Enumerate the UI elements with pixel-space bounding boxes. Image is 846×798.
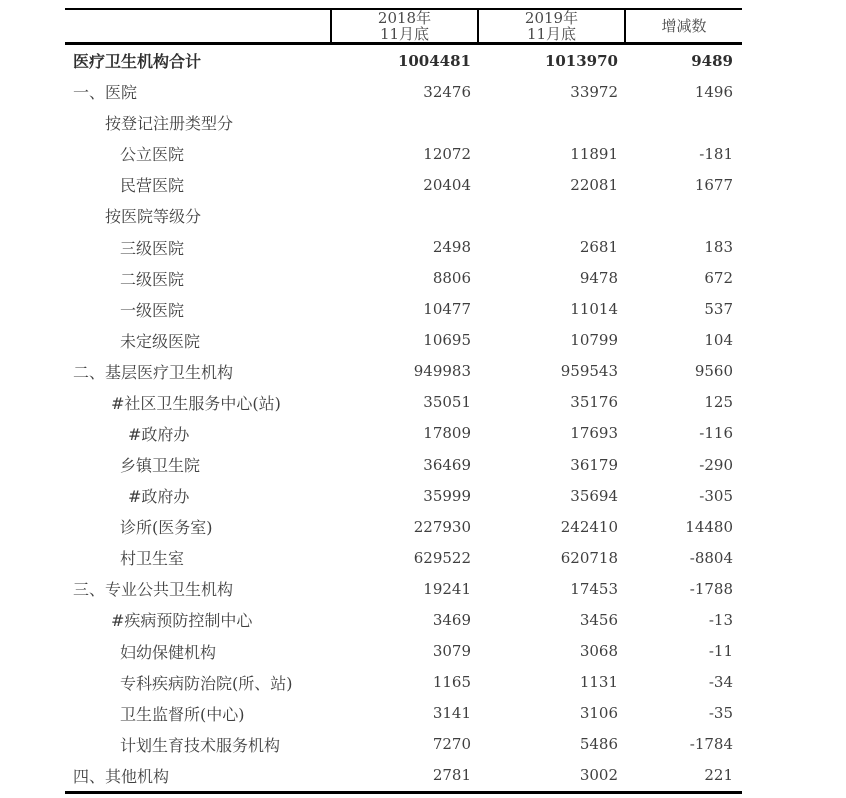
row-label: 按医院等级分 xyxy=(105,207,202,227)
table-row xyxy=(65,76,742,107)
value-delta: 1496 xyxy=(694,82,733,101)
row-label: 按登记注册类型分 xyxy=(105,114,234,134)
row-label: 一、医院 xyxy=(73,83,138,103)
value-delta: -8804 xyxy=(689,548,733,567)
row-label: 民营医院 xyxy=(120,176,185,196)
value-delta: -290 xyxy=(699,455,733,474)
value-2019: 1013970 xyxy=(544,51,618,70)
table-row xyxy=(65,449,742,480)
value-delta: -1788 xyxy=(689,579,733,598)
value-2019: 35176 xyxy=(570,393,618,412)
header-delta-label: 增减数 xyxy=(661,17,707,35)
value-2018: 10695 xyxy=(423,331,471,350)
value-delta: 1677 xyxy=(694,175,733,194)
header-column-delta xyxy=(624,10,742,42)
table-row xyxy=(65,418,742,449)
value-delta: 221 xyxy=(704,766,733,785)
value-delta: 9560 xyxy=(694,362,733,381)
value-2018: 32476 xyxy=(423,82,471,101)
value-2019: 3002 xyxy=(579,766,618,785)
value-2019: 3456 xyxy=(579,610,618,629)
value-delta: 104 xyxy=(704,331,733,350)
value-2019: 1131 xyxy=(579,673,618,692)
value-delta: 9489 xyxy=(691,51,733,70)
value-2019: 620718 xyxy=(560,548,618,567)
row-label: 未定级医院 xyxy=(120,331,201,351)
value-2018: 2498 xyxy=(432,238,471,256)
row-label: 卫生监督所(中心) xyxy=(120,704,245,724)
value-2018: 2781 xyxy=(432,766,471,785)
table-row xyxy=(65,511,742,542)
header-2019-year: 2019年 xyxy=(524,9,579,27)
table-row xyxy=(65,294,742,325)
row-label: 二级医院 xyxy=(120,269,185,289)
table-row xyxy=(65,263,742,294)
table-row xyxy=(65,480,742,511)
table-row xyxy=(65,760,742,791)
value-delta: 672 xyxy=(704,269,733,288)
row-label: #社区卫生服务中心(站) xyxy=(111,393,281,413)
value-2018: 8806 xyxy=(432,269,471,288)
header-column-2019 xyxy=(477,10,624,42)
value-2019: 9478 xyxy=(579,269,618,288)
value-delta: 14480 xyxy=(685,517,733,536)
row-label: 计划生育技术服务机构 xyxy=(120,735,281,755)
value-2018: 3469 xyxy=(432,610,471,629)
row-label: 诊所(医务室) xyxy=(120,518,213,538)
value-2018: 35051 xyxy=(423,393,471,412)
header-2019-month: 11月底 xyxy=(526,25,577,43)
value-2019: 36179 xyxy=(570,455,618,474)
value-2019: 11014 xyxy=(570,300,618,319)
row-label: 专科疾病防治院(所、站) xyxy=(120,673,293,693)
value-2018: 19241 xyxy=(423,579,471,598)
table-row xyxy=(65,169,742,200)
value-delta: -181 xyxy=(699,144,733,163)
value-2019: 242410 xyxy=(560,517,618,536)
value-delta: 183 xyxy=(704,238,733,256)
table-row xyxy=(65,729,742,760)
value-2019: 959543 xyxy=(560,362,618,381)
value-delta: -13 xyxy=(708,610,733,629)
row-label: 四、其他机构 xyxy=(73,766,170,786)
value-delta: -11 xyxy=(708,642,733,661)
value-2018: 36469 xyxy=(423,455,471,474)
value-2018: 949983 xyxy=(413,362,471,381)
row-label: 妇幼保健机构 xyxy=(120,642,217,662)
table-row xyxy=(65,635,742,666)
table-row xyxy=(65,387,742,418)
row-label: #政府办 xyxy=(128,424,190,444)
value-2019: 17453 xyxy=(570,579,618,598)
value-2019: 2681 xyxy=(579,238,618,256)
value-delta: -34 xyxy=(708,673,733,692)
table-row xyxy=(65,45,742,76)
value-2018: 20404 xyxy=(423,175,471,194)
table-row xyxy=(65,698,742,729)
value-2019: 5486 xyxy=(579,735,618,754)
value-2019: 33972 xyxy=(570,82,618,101)
row-label: #疾病预防控制中心 xyxy=(111,611,253,631)
value-2018: 629522 xyxy=(413,548,471,567)
value-delta: -1784 xyxy=(689,735,733,754)
row-label: 三级医院 xyxy=(120,238,185,258)
value-2018: 35999 xyxy=(423,486,471,505)
value-2018: 1165 xyxy=(432,673,471,692)
table-row xyxy=(65,231,742,262)
value-2019: 17693 xyxy=(570,424,618,443)
row-label: 三、专业公共卫生机构 xyxy=(73,580,234,600)
header-2018-year: 2018年 xyxy=(377,9,432,27)
value-2018: 3141 xyxy=(432,704,471,723)
table-row xyxy=(65,604,742,635)
header-label-column xyxy=(65,10,330,42)
table-row xyxy=(65,200,742,231)
table-row xyxy=(65,356,742,387)
value-2018: 227930 xyxy=(413,517,471,536)
value-2019: 35694 xyxy=(570,486,618,505)
table-row xyxy=(65,667,742,698)
table-row xyxy=(65,325,742,356)
row-label: 一级医院 xyxy=(120,300,185,320)
row-label: 公立医院 xyxy=(120,145,185,165)
value-2018: 3079 xyxy=(432,642,471,661)
value-2018: 17809 xyxy=(423,424,471,443)
value-2019: 11891 xyxy=(570,144,618,163)
value-2019: 22081 xyxy=(570,175,618,194)
table-body xyxy=(65,45,742,794)
value-delta: -305 xyxy=(699,486,733,505)
table-header xyxy=(65,8,742,45)
value-2018: 7270 xyxy=(432,735,471,754)
table-row xyxy=(65,573,742,604)
table-row xyxy=(65,138,742,169)
value-2018: 10477 xyxy=(423,300,471,319)
row-label: 村卫生室 xyxy=(120,549,185,569)
value-delta: 125 xyxy=(704,393,733,412)
value-2019: 10799 xyxy=(570,331,618,350)
health-institutions-table xyxy=(65,8,742,794)
value-delta: 537 xyxy=(704,300,733,319)
row-label: 医疗卫生机构合计 xyxy=(73,52,202,72)
value-2018: 12072 xyxy=(423,144,471,163)
value-2019: 3068 xyxy=(579,642,618,661)
value-delta: -35 xyxy=(708,704,733,723)
value-2019: 3106 xyxy=(579,704,618,723)
value-delta: -116 xyxy=(699,424,733,443)
row-label: #政府办 xyxy=(128,487,190,507)
header-column-2018 xyxy=(330,10,477,42)
header-2018-month: 11月底 xyxy=(379,25,430,43)
table-row xyxy=(65,107,742,138)
row-label: 二、基层医疗卫生机构 xyxy=(73,362,234,382)
table-row xyxy=(65,542,742,573)
value-2018: 1004481 xyxy=(397,51,471,70)
row-label: 乡镇卫生院 xyxy=(120,456,201,476)
